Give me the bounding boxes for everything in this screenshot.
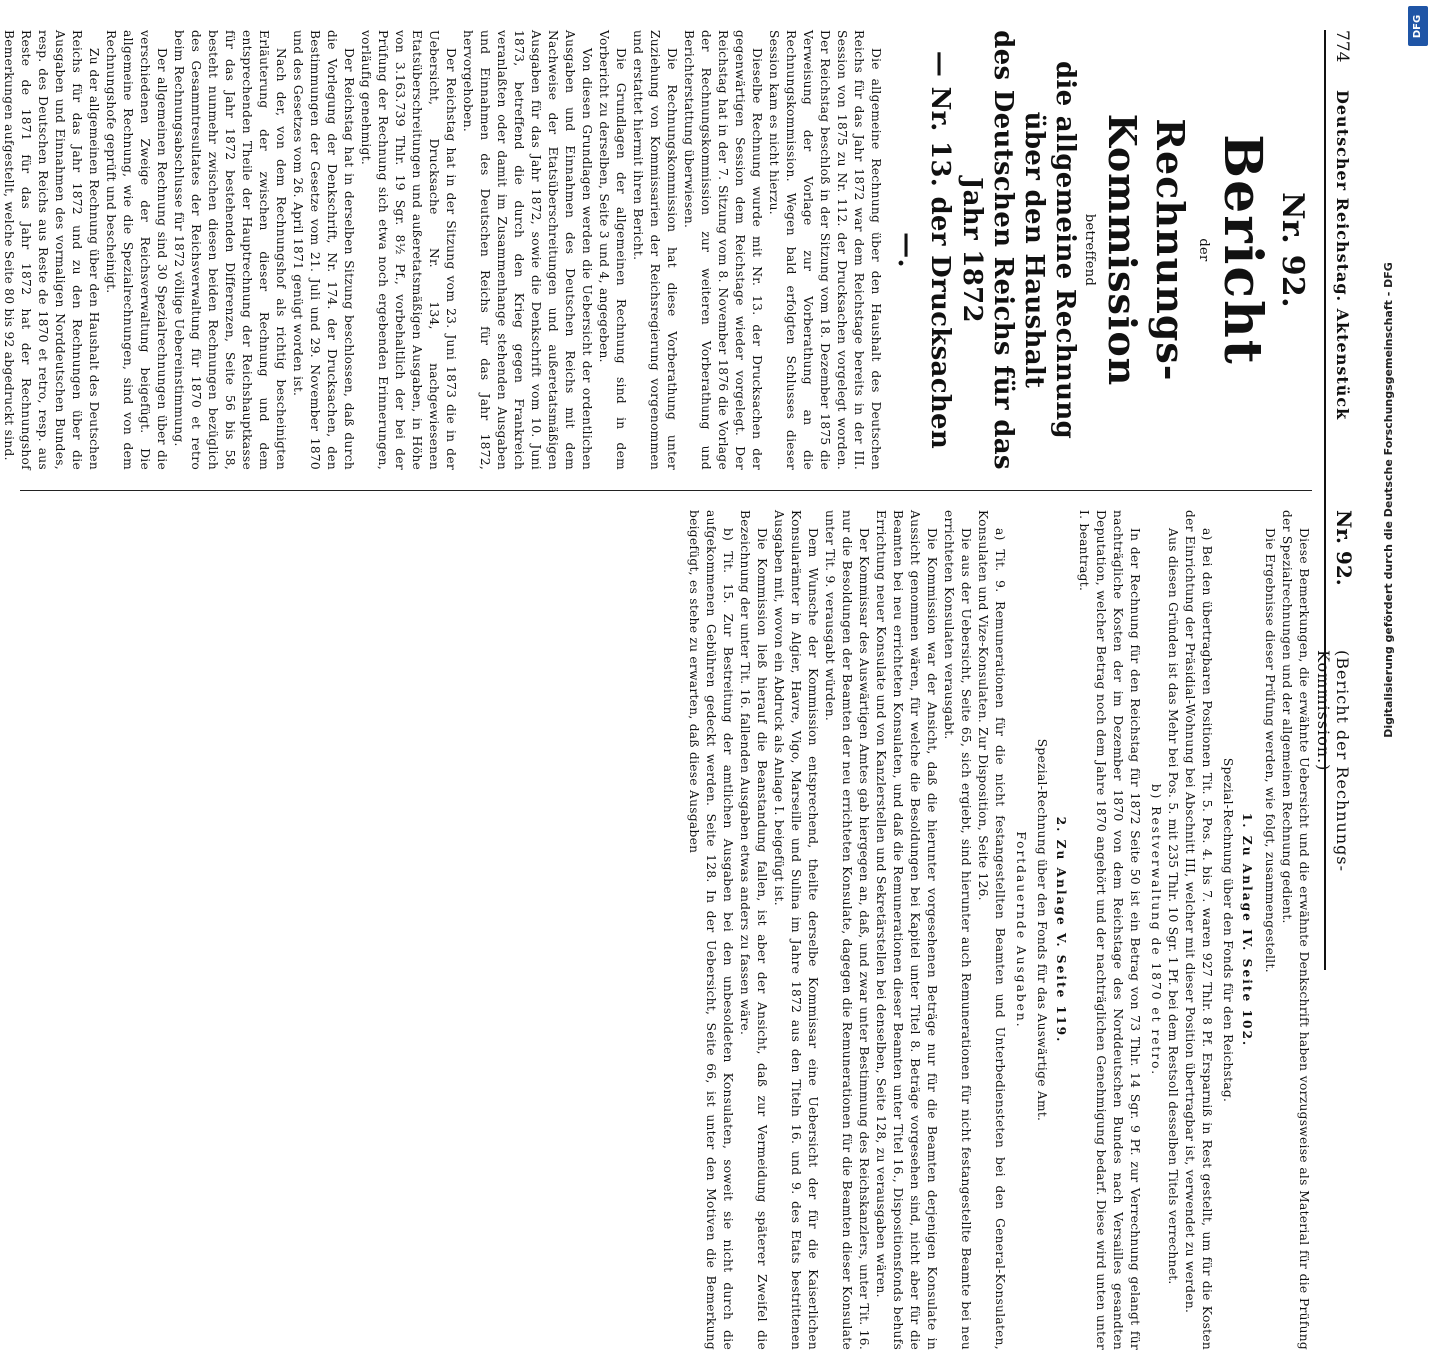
paragraph: Die allgemeine Rechnung über den Haushalt des Deutschen Reichs für das Jahr 1872 war dem Reichstage bereits in der III. Session von 1875 zu Nr. 112. der Drucksachen vorgelegt worden. Der Reichstag beschloß in der Sitzung vom 18. Dezember 1875 die Verweisung der Vorlage zur Vorberathung an die Rechnungskommission. Wegen bald erfolgten Schlusses dieser Session kam es nicht hierzu. <box>767 30 883 470</box>
drucksachen-line: — Nr. 13. der Drucksachen —. <box>892 50 955 450</box>
paragraph: Aus diesen Gründen ist das Mehr bei Pos. 5. mit 235 Thlr. 10 Sgr. 1 Pf. bei dem Restsoll desselben Titels verrechnet. <box>1166 528 1180 1285</box>
paragraph: Zu der allgemeinen Rechnung über den Haushalt des Deutschen Reichs für das Jahr 1872 und zu den Rechnungen über die Ausgaben und Einnahmen des vormaligen Norddeutschen Bundes, resp. des Deutschen Reichs aus Reste de 1870 et retro, resp. aus Reste de 1871 für das Jahr 1872 hat der Rechnungshof Bemerkungen aufgestellt, welche Seite 80 bis 92 abgedruckt sind. <box>2 30 101 470</box>
scanned-page <box>2 10 1370 1350</box>
left-column <box>2 30 1312 470</box>
running-head <box>1314 30 1356 970</box>
paragraph: a) Tit. 9. Remunerationen für die nicht festangestellten Beamten und Unterbediensteten bei den General-Konsulaten, Konsulaten und Vize-Konsulaten. Zur Disposition, Seite 126. <box>976 510 1007 1350</box>
header-rule <box>1324 30 1326 970</box>
paragraph: Der allgemeinen Rechnung sind 30 Spezialrechnungen über die verschiedenen Zweige der Reichsverwaltung beigefügt. Die allgemeine Rechnung, wie die Spezialrechnungen, sind von dem Rechnungshofe geprüft und bescheinigt. <box>104 30 169 470</box>
column-divider <box>20 490 1312 491</box>
commission-name: Rechnungs-Kommission <box>1100 113 1193 387</box>
section-subheading: Spezial-Rechnung über den Fonds für den Reichstag. <box>1221 757 1235 1103</box>
dfg-logo-badge: DFG <box>1408 6 1428 46</box>
paragraph: Dem Wunsche der Kommission entsprechend, theilte derselbe Kommissar eine Uebersicht der für die Kaiserlichen Konsularämter in Algier, Havre, Vigo, Marseille und Sulina im Jahre 1872 aus den Titeln 16. und 9. des Etats bestrittenen Ausgaben mit, wovon ein Abdruck als Anlage I. beigefügt ist. <box>772 510 820 1350</box>
paragraph: Die Kommission war der Ansicht, daß die hierunter vorgesehenen Beträge nur für die Beamten derjenigen Konsulate in Aussicht genommen wären, für welche die Besoldungen bei Kapitel unter Titel 8. Beträge vorgesehen sind, nicht aber für die Beamten bei neu errichteten Konsulaten, und daß die Remunerationen dieser Beamten unter Titel 16., Dispositionsfonds behufs Errichtung neuer Konsulate und von Kanzlerstellen und Sekretärstellen bei denselben, Seite 128, zu verausgaben wären. <box>874 510 939 1350</box>
page-number: 774 <box>1332 30 1352 63</box>
paragraph: Diese Bemerkungen, die erwähnte Uebersicht und die erwähnte Denkschrift haben vorzugsweise als Material für die Prüfung der Spezialrechnungen und der allgemeinen Rechnung gedient. <box>1280 510 1311 1350</box>
paragraph: Die Rechnungskommission hat diese Vorberathung unter Zuziehung von Kommissarien der Reichsregierung vorgenommen und erstattet hiermit ihren Bericht. <box>631 30 679 470</box>
paragraph: Die Grundlagen der allgemeinen Rechnung sind in dem Vorbericht zu derselben, Seite 3 und 4, angegeben. <box>597 30 628 470</box>
running-head-left: Deutscher Reichstag. Aktenstück <box>1333 90 1352 421</box>
paragraph: b) Tit. 15. Zur Bestreitung der amtlichen Ausgaben bei den unbesoldeten Konsulaten, soweit sie nicht durch die aufgekommenen Gebühren gedeckt werden. Seite 128. In der Uebersicht, Seite 66, ist unter den Motiven die Bemerkung beigefügt, es stehe zu erwarten, daß diese Ausgaben <box>687 510 735 1350</box>
report-title-block <box>890 30 1312 470</box>
report-title: Bericht <box>1212 134 1273 366</box>
section-subheading: Spezial-Rechnung über den Fonds für das Auswärtige Amt. <box>1035 738 1049 1122</box>
paragraph: Von diesen Grundlagen werden die Uebersicht der ordentlichen Ausgaben und Einnahmen des Deutschen Reichs mit dem Nachweise der Etatsüberschreitungen und außeretatsmäßigen Ausgaben für das Jahr 1872, sowie die Denkschrift vom 10. Juni 1873, betreffend die durch den Krieg gegen Frankreich veranlaßten oder damit im Zusammenhange stehenden Ausgaben und Einnahmen des Deutschen Reichs für das Jahr 1872, hervorgehoben. <box>461 30 594 470</box>
report-number: Nr. 92. <box>1275 192 1310 308</box>
section-subheading: b) Restverwaltung de 1870 et retro. <box>1149 783 1163 1077</box>
digitization-credit: Digitalisierung gefördert durch die Deutsche Forschungsgemeinschaft - DFG <box>1382 262 1395 738</box>
title-betreffend: betreffend <box>1082 213 1097 287</box>
paragraph: Nach der, von dem Rechnungshof als richtig bescheinigten Erläuterung der zwischen dieser Rechnung und dem entsprechenden Theile der Hauptrechnung der Reichshauptkasse für das Jahr 1872 bestehenden Differenzen, Seite 56 bis 58, besteht nunmehr zwischen diesen beiden Rechnungen bezüglich des Gesammtresultates der Reichsverwaltung für 1870 et retro beim Rechnungsabschlusse für 1872 völlige Uebereinstimmung. <box>172 30 288 470</box>
section-subheading: Fortdauernde Ausgaben. <box>1014 831 1028 1029</box>
title-der: der <box>1196 238 1211 262</box>
running-head-number: Nr. 92. <box>1332 510 1356 586</box>
subject-line-2: des Deutschen Reichs für das Jahr 1872 <box>957 30 1018 470</box>
paragraph: Dieselbe Rechnung wurde mit Nr. 13. der Drucksachen der gegenwärtigen Session dem Reichstage wieder vorgelegt. Der Reichstag hat in der 7. Sitzung vom 8. November 1876 die Vorlage der Rechnungskommission zur weiteren Vorberathung und Berichterstattung überwiesen. <box>682 30 764 470</box>
paragraph: Der Reichstag hat in derselben Sitzung beschlossen, daß durch die Vorlegung der Denkschrift, Nr. 174. der Drucksachen, den Bestimmungen der Gesetze vom 21. Juli und 29. November 1870 und des Gesetzes vom 26. April 1871 genügt worden ist. <box>291 30 356 470</box>
paragraph: Der Reichstag hat in der Sitzung vom 23. Juni 1873 die in der Uebersicht, Drucksache Nr. 134, nachgewiesenen Etatsüberschreitungen und außeretatsmäßigen Ausgaben, in Höhe von 3.163.739 Thlr. 19 Sgr. 8½ Pf., vorbehaltlich der bei der Prüfung der Rechnung sich etwa noch ergebenden Erinnerungen, vorläufig genehmigt. <box>359 30 458 470</box>
paragraph: Die aus der Uebersicht, Seite 65, sich ergiebt, sind hierunter auch Remunerationen für nicht festangestellte Beamte bei neu errichteten Konsulaten verausgabt. <box>942 510 973 1350</box>
paragraph: In der Rechnung für den Reichstag für 1872 Seite 50 ist ein Betrag von 73 Thlr. 14 Sgr. 9 Pf. zur Verrechnung gelangt für nachträgliche Kosten der im Dezember 1870 von dem Reichstage des Norddeutschen Bundes nach Versailles gesandten Deputation, welcher Betrag noch dem Jahre 1870 angehört und der nachträglichen Genehmigung bedarf. Diese wird unten unter I. beantragt. <box>1077 510 1142 1350</box>
running-head-right: (Bericht der Rechnungs-Kommission.) <box>1314 650 1352 873</box>
paragraph: Die Ergebnisse dieser Prüfung werden, wie folgt, zusammengestellt. <box>1263 528 1277 973</box>
right-column <box>20 510 1312 1350</box>
paragraph: Die Kommission ließ hierauf die Beanstandung fallen, ist aber der Ansicht, daß zur Vermeidung späterer Zweifel die Bezeichnung der unter Tit. 16. fallenden Ausgaben etwas anders zu fassen wäre. <box>738 510 769 1350</box>
section-heading: 1. Zu Anlage IV. Seite 102. <box>1240 812 1254 1048</box>
subject-line-1: die allgemeine Rechnung über den Haushalt <box>1019 60 1080 440</box>
paragraph: Der Kommissar des Auswärtigen Amtes gab hiergegen an, daß, und zwar unter Bestimmung des Reichskanzlers, unter Tit. 16. nur die Besoldungen der Beamten der neu errichteten Konsulate, dagegen die Remunerationen für die Beamten dieser Konsulate unter Tit. 9. verausgabt würden. <box>823 510 871 1350</box>
paragraph: a) Bei den übertragbaren Positionen Tit. 5. Pos. 4. bis 7. waren 927 Thlr. 8 Pf. Ersparniß in Rest gestellt, um für die Kosten der Einrichtung der Präsidial-Wohnung bei Abschnitt III, welcher mit dieser Position übertragbar ist, verwendet zu werden. <box>1183 510 1214 1350</box>
section-heading: 2. Zu Anlage V. Seite 119. <box>1054 816 1068 1044</box>
